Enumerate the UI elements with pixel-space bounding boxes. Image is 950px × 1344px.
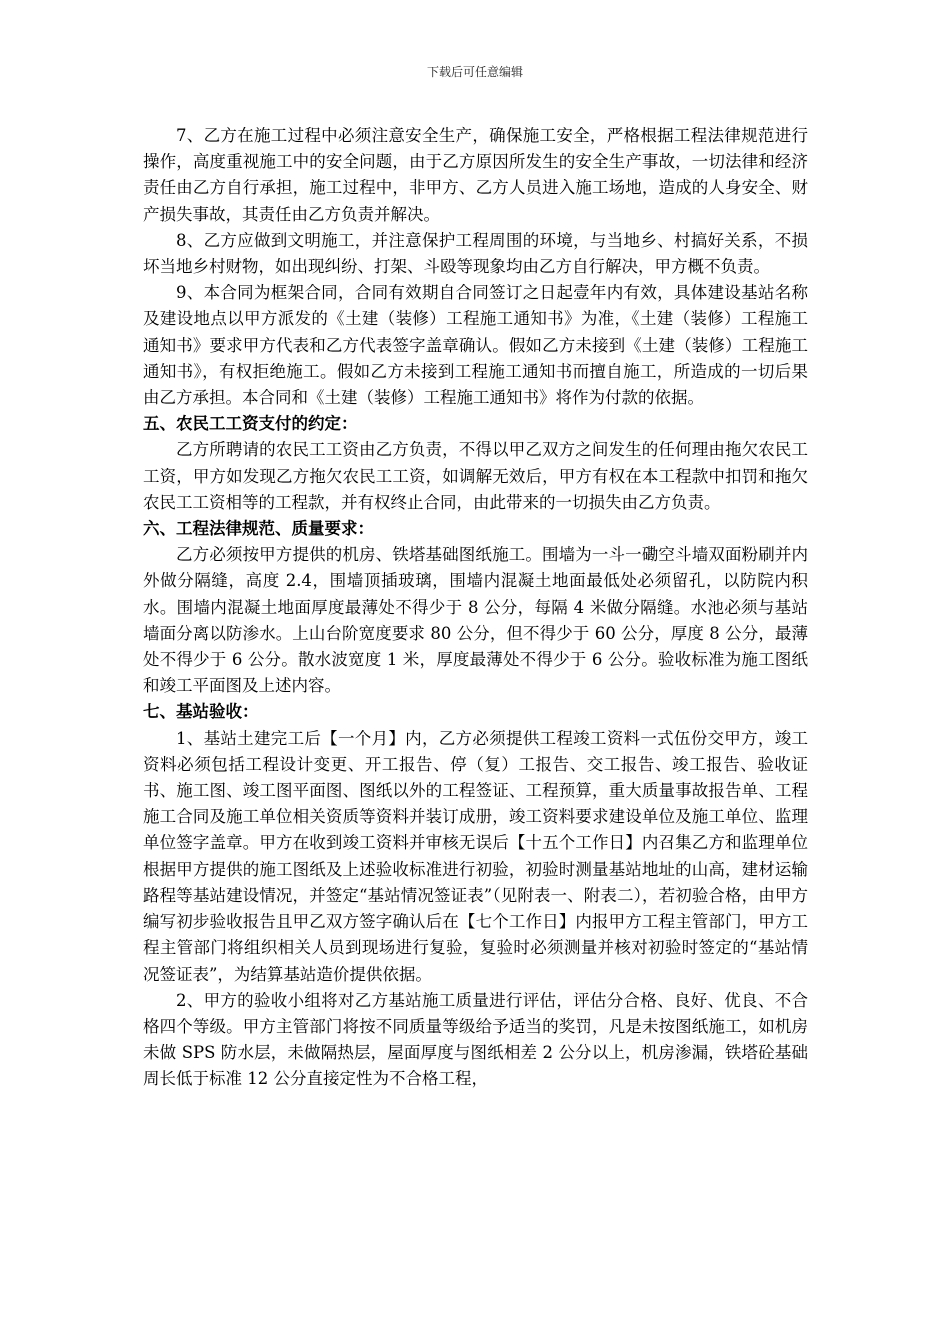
section-7-heading: 七、基站验收： xyxy=(143,702,259,722)
page-header-note: 下载后可任意编辑 xyxy=(426,65,523,79)
document-body xyxy=(143,123,808,1093)
clause-8-paragraph: 8、乙方应做到文明施工，并注意保护工程周围的环境，与当地乡、村搞好关系，不损坏当地乡村财物，如出现纠纷、打架、斗殴等现象均由乙方自行解决，甲方概不负责。 xyxy=(143,230,808,277)
clause-9-paragraph: 9、本合同为框架合同，合同有效期自合同签订之日起壹年内有效，具体建设基站名称及建设地点以甲方派发的《土建（装修）工程施工通知书》为准，《土建（装修）工程施工通知书》要求甲方代表和乙方代表签字盖章确认。假如乙方未接到《土建（装修）工程施工通知书》，有权拒绝施工。假如乙方未接到工程施工通知书而擅自施工，所造成的一切后果由乙方承担。本合同和《土建（装修）工程施工通知书》将作为付款的依据。 xyxy=(143,283,808,408)
section-5-paragraph: 乙方所聘请的农民工工资由乙方负责，不得以甲乙双方之间发生的任何理由拖欠农民工工资，甲方如发现乙方拖欠农民工工资，如调解无效后，甲方有权在本工程款中扣罚和拖欠农民工工资相等的工程款，并有权终止合同，由此带来的一切损失由乙方负责。 xyxy=(143,440,808,512)
section-5-heading: 五、农民工工资支付的约定： xyxy=(143,414,358,434)
section-6-heading: 六、工程法律规范、质量要求： xyxy=(143,519,374,539)
clause-7-paragraph: 7、乙方在施工过程中必须注意安全生产，确保施工安全，严格根据工程法律规范进行操作，高度重视施工中的安全问题，由于乙方原因所发生的安全生产事故，一切法律和经济责任由乙方自行承担，施工过程中，非甲方、乙方人员进入施工场地，造成的人身安全、财产损失事故，其责任由乙方负责并解决。 xyxy=(143,126,808,224)
section-7-clause-1-paragraph: 1、基站土建完工后【一个月】内，乙方必须提供工程竣工资料一式伍份交甲方，竣工资料必须包括工程设计变更、开工报告、停（复）工报告、交工报告、竣工报告、验收证书、施工图、竣工图平面图、图纸以外的工程签证、工程预算，重大质量事故报告单、工程施工合同及施工单位相关资质等资料并装订成册，竣工资料要求建设单位及施工单位、监理单位签字盖章。甲方在收到竣工资料并审核无误后【十五个工作日】内召集乙方和监理单位根据甲方提供的施工图纸及上述验收标准进行初验，初验时测量基站地址的山高，建材运输路程等基站建设情况，并签定“基站情况签证表”（见附表一、附表二），若初验合格，由甲方编写初步验收报告且甲乙双方签字确认后在【七个工作日】内报甲方工程主管部门，甲方工程主管部门将组织相关人员到现场进行复验，复验时必须测量并核对初验时签定的“基站情况签证表”，为结算基站造价提供依据。 xyxy=(143,728,808,984)
section-7-clause-2-paragraph: 2、甲方的验收小组将对乙方基站施工质量进行评估，评估分合格、良好、优良、不合格四个等级。甲方主管部门将按不同质量等级给予适当的奖罚，凡是未按图纸施工，如机房未做 SPS 防水层，未做隔热层，屋面厚度与图纸相差 2 公分以上，机房渗漏，铁塔砼基础周长低于标准 12 公分直接定性为不合格工程， xyxy=(143,990,808,1089)
section-6-paragraph: 乙方必须按甲方提供的机房、铁塔基础图纸施工。围墙为一斗一磡空斗墙双面粉刷并内外做分隔缝，高度 2.4，围墙顶插玻璃，围墙内混凝土地面最低处必须留孔，以防院内积水。围墙内混凝土地面厚度最薄处不得少于 8 公分，每隔 4 米做分隔缝。水池必须与基站墙面分离以防渗水。上山台阶宽度要求 80 公分，但不得少于 60 公分，厚度 8 公分，最薄处不得少于 6 公分。散水波宽度 1 米，厚度最薄处不得少于 6 公分。验收标准为施工图纸和竣工平面图及上述内容。 xyxy=(143,545,808,696)
